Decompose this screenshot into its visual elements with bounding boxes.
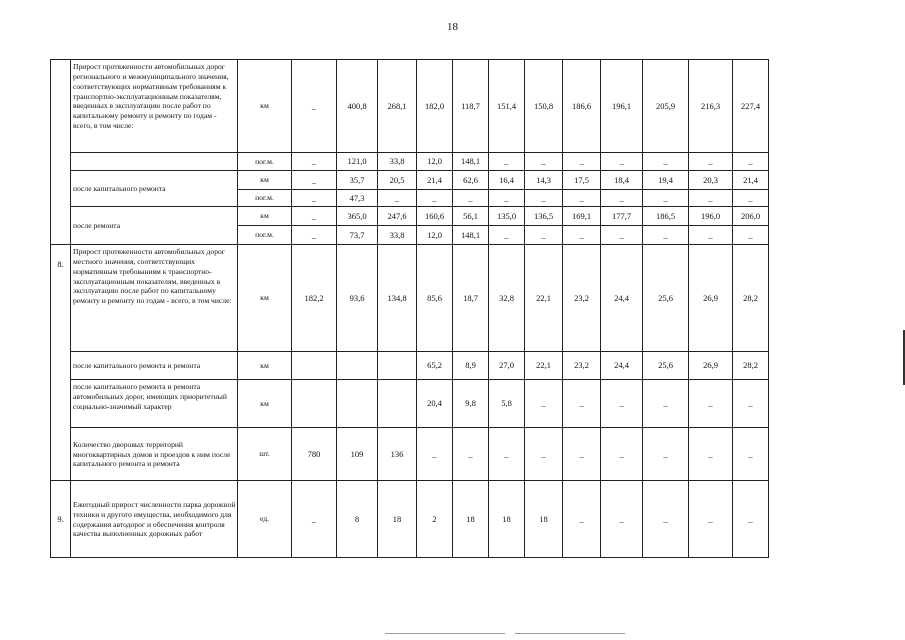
value-cell: 151,4: [489, 60, 525, 153]
row-number: 8.: [51, 245, 71, 481]
value-cell: _: [643, 153, 689, 171]
value-cell: 24,4: [601, 352, 643, 380]
row-description: после капитального ремонта и ремонта автомобильных дорог, имеющих приоритетный социально-значимый характер: [71, 380, 238, 428]
value-cell: _: [292, 481, 337, 558]
value-cell: _: [733, 153, 769, 171]
value-cell: 24,4: [601, 245, 643, 352]
row-unit: ед.: [238, 481, 292, 558]
value-cell: 9,8: [453, 380, 489, 428]
table-row: [51, 245, 769, 352]
value-cell: [337, 352, 378, 380]
value-cell: [337, 380, 378, 428]
value-cell: _: [601, 153, 643, 171]
value-cell: [378, 352, 417, 380]
row-unit: км: [238, 380, 292, 428]
value-cell: _: [689, 153, 733, 171]
value-cell: [378, 380, 417, 428]
value-cell: _: [292, 60, 337, 153]
value-cell: 186,6: [563, 60, 601, 153]
value-cell: 2: [417, 481, 453, 558]
row-unit: км: [238, 60, 292, 153]
value-cell: _: [525, 153, 563, 171]
value-cell: 247,6: [378, 207, 417, 226]
value-cell: 136: [378, 428, 417, 481]
value-cell: 205,9: [643, 60, 689, 153]
value-cell: 28,2: [733, 245, 769, 352]
indicator-table: [50, 59, 769, 558]
value-cell: 18: [489, 481, 525, 558]
row-description: после капитального ремонта и ремонта: [71, 352, 238, 380]
value-cell: _: [643, 428, 689, 481]
value-cell: 28,2: [733, 352, 769, 380]
value-cell: 780: [292, 428, 337, 481]
value-cell: _: [601, 481, 643, 558]
value-cell: _: [525, 428, 563, 481]
scan-edge-line: [385, 633, 505, 634]
value-cell: _: [489, 190, 525, 207]
value-cell: 73,7: [337, 226, 378, 245]
value-cell: 169,1: [563, 207, 601, 226]
value-cell: 12,0: [417, 226, 453, 245]
value-cell: 62,6: [453, 171, 489, 190]
value-cell: 109: [337, 428, 378, 481]
value-cell: _: [563, 428, 601, 481]
value-cell: _: [563, 190, 601, 207]
value-cell: 22,1: [525, 352, 563, 380]
value-cell: _: [563, 481, 601, 558]
value-cell: _: [563, 226, 601, 245]
row-unit: км: [238, 171, 292, 190]
value-cell: _: [417, 190, 453, 207]
value-cell: 56,1: [453, 207, 489, 226]
value-cell: _: [689, 481, 733, 558]
value-cell: 32,8: [489, 245, 525, 352]
value-cell: _: [643, 380, 689, 428]
value-cell: _: [292, 171, 337, 190]
row-number: [51, 60, 71, 245]
value-cell: 20,3: [689, 171, 733, 190]
value-cell: 17,5: [563, 171, 601, 190]
value-cell: 216,3: [689, 60, 733, 153]
row-unit: км: [238, 352, 292, 380]
row-unit: км: [238, 245, 292, 352]
table-row: [51, 428, 769, 481]
row-number: 9.: [51, 481, 71, 558]
row-description: после капитального ремонта: [71, 171, 238, 207]
value-cell: _: [689, 190, 733, 207]
value-cell: 186,5: [643, 207, 689, 226]
value-cell: _: [453, 428, 489, 481]
value-cell: _: [489, 153, 525, 171]
value-cell: 150,8: [525, 60, 563, 153]
value-cell: _: [525, 380, 563, 428]
value-cell: _: [689, 380, 733, 428]
table-row: [51, 207, 769, 226]
value-cell: [292, 380, 337, 428]
value-cell: 85,6: [417, 245, 453, 352]
value-cell: _: [733, 190, 769, 207]
value-cell: _: [525, 190, 563, 207]
value-cell: _: [601, 226, 643, 245]
value-cell: 148,1: [453, 226, 489, 245]
value-cell: 21,4: [417, 171, 453, 190]
value-cell: _: [733, 481, 769, 558]
value-cell: 8: [337, 481, 378, 558]
value-cell: 19,4: [643, 171, 689, 190]
value-cell: 23,2: [563, 352, 601, 380]
value-cell: 14,3: [525, 171, 563, 190]
value-cell: _: [689, 226, 733, 245]
table-row: [51, 60, 769, 153]
value-cell: 18: [525, 481, 563, 558]
value-cell: _: [601, 380, 643, 428]
value-cell: _: [292, 190, 337, 207]
table-row: [51, 352, 769, 380]
value-cell: _: [489, 428, 525, 481]
page-number: 18: [447, 21, 458, 33]
value-cell: 268,1: [378, 60, 417, 153]
scan-edge-line: [515, 633, 625, 634]
row-description: Ежегодный прирост численности парка дорожной техники и другого имущества, необходимого для содержания автодорог и обеспечения контроля качества выполненных дорожных работ: [71, 481, 238, 558]
value-cell: _: [643, 481, 689, 558]
value-cell: 65,2: [417, 352, 453, 380]
value-cell: _: [689, 428, 733, 481]
value-cell: _: [417, 428, 453, 481]
row-description: Количество дворовых территорий многоквартирных домов и проездов к ним после капитального ремонта и ремонта: [71, 428, 238, 481]
value-cell: 227,4: [733, 60, 769, 153]
value-cell: 16,4: [489, 171, 525, 190]
value-cell: 33,8: [378, 226, 417, 245]
table-row: [51, 481, 769, 558]
value-cell: 33,8: [378, 153, 417, 171]
value-cell: _: [489, 226, 525, 245]
value-cell: 26,9: [689, 245, 733, 352]
value-cell: 18: [378, 481, 417, 558]
value-cell: 18,7: [453, 245, 489, 352]
value-cell: 196,0: [689, 207, 733, 226]
value-cell: _: [292, 153, 337, 171]
value-cell: 134,8: [378, 245, 417, 352]
value-cell: 182,0: [417, 60, 453, 153]
value-cell: 25,6: [643, 245, 689, 352]
value-cell: 8,9: [453, 352, 489, 380]
value-cell: 20,5: [378, 171, 417, 190]
value-cell: 148,1: [453, 153, 489, 171]
value-cell: _: [563, 380, 601, 428]
value-cell: 27,0: [489, 352, 525, 380]
value-cell: [292, 352, 337, 380]
value-cell: _: [601, 190, 643, 207]
value-cell: _: [292, 207, 337, 226]
row-unit: пог.м.: [238, 153, 292, 171]
value-cell: _: [643, 190, 689, 207]
row-description: Прирост протяженности автомобильных дорог местного значения, соответствующих нормативным требованиям к транспортно-эксплуатационным показателям, введенных в эксплуатацию после работ по капитальному ремонту и ремонту по годам - всего, в том числе:: [71, 245, 238, 352]
value-cell: 135,0: [489, 207, 525, 226]
value-cell: 26,9: [689, 352, 733, 380]
value-cell: _: [378, 190, 417, 207]
value-cell: 177,7: [601, 207, 643, 226]
value-cell: _: [563, 153, 601, 171]
row-unit: шт.: [238, 428, 292, 481]
value-cell: 160,6: [417, 207, 453, 226]
value-cell: _: [292, 226, 337, 245]
row-unit: пог.м.: [238, 226, 292, 245]
table-row: [51, 171, 769, 190]
value-cell: 21,4: [733, 171, 769, 190]
value-cell: 400,8: [337, 60, 378, 153]
value-cell: 93,6: [337, 245, 378, 352]
value-cell: _: [525, 226, 563, 245]
value-cell: _: [601, 428, 643, 481]
value-cell: 35,7: [337, 171, 378, 190]
value-cell: 22,1: [525, 245, 563, 352]
value-cell: _: [733, 380, 769, 428]
value-cell: 182,2: [292, 245, 337, 352]
value-cell: _: [733, 226, 769, 245]
value-cell: 118,7: [453, 60, 489, 153]
row-unit: км: [238, 207, 292, 226]
value-cell: 365,0: [337, 207, 378, 226]
value-cell: 196,1: [601, 60, 643, 153]
value-cell: 18: [453, 481, 489, 558]
value-cell: 136,5: [525, 207, 563, 226]
value-cell: 5,8: [489, 380, 525, 428]
table-row: [51, 153, 769, 171]
row-description: Прирост протяженности автомобильных дорог регионального и межмуниципального значения, соответствующих нормативным требованиям к транспортно-эксплуатационным показателям, введенных в эксплуатацию после работ по капитальному ремонту и ремонту по годам - всего, в том числе:: [71, 60, 238, 153]
value-cell: 23,2: [563, 245, 601, 352]
table-row: [51, 380, 769, 428]
value-cell: 18,4: [601, 171, 643, 190]
value-cell: 47,3: [337, 190, 378, 207]
row-description-continued: [71, 153, 238, 171]
value-cell: 12,0: [417, 153, 453, 171]
value-cell: 20,4: [417, 380, 453, 428]
value-cell: 121,0: [337, 153, 378, 171]
value-cell: 25,6: [643, 352, 689, 380]
value-cell: _: [733, 428, 769, 481]
row-description: после ремонта: [71, 207, 238, 245]
value-cell: _: [643, 226, 689, 245]
row-unit: пог.м.: [238, 190, 292, 207]
value-cell: 206,0: [733, 207, 769, 226]
value-cell: _: [453, 190, 489, 207]
